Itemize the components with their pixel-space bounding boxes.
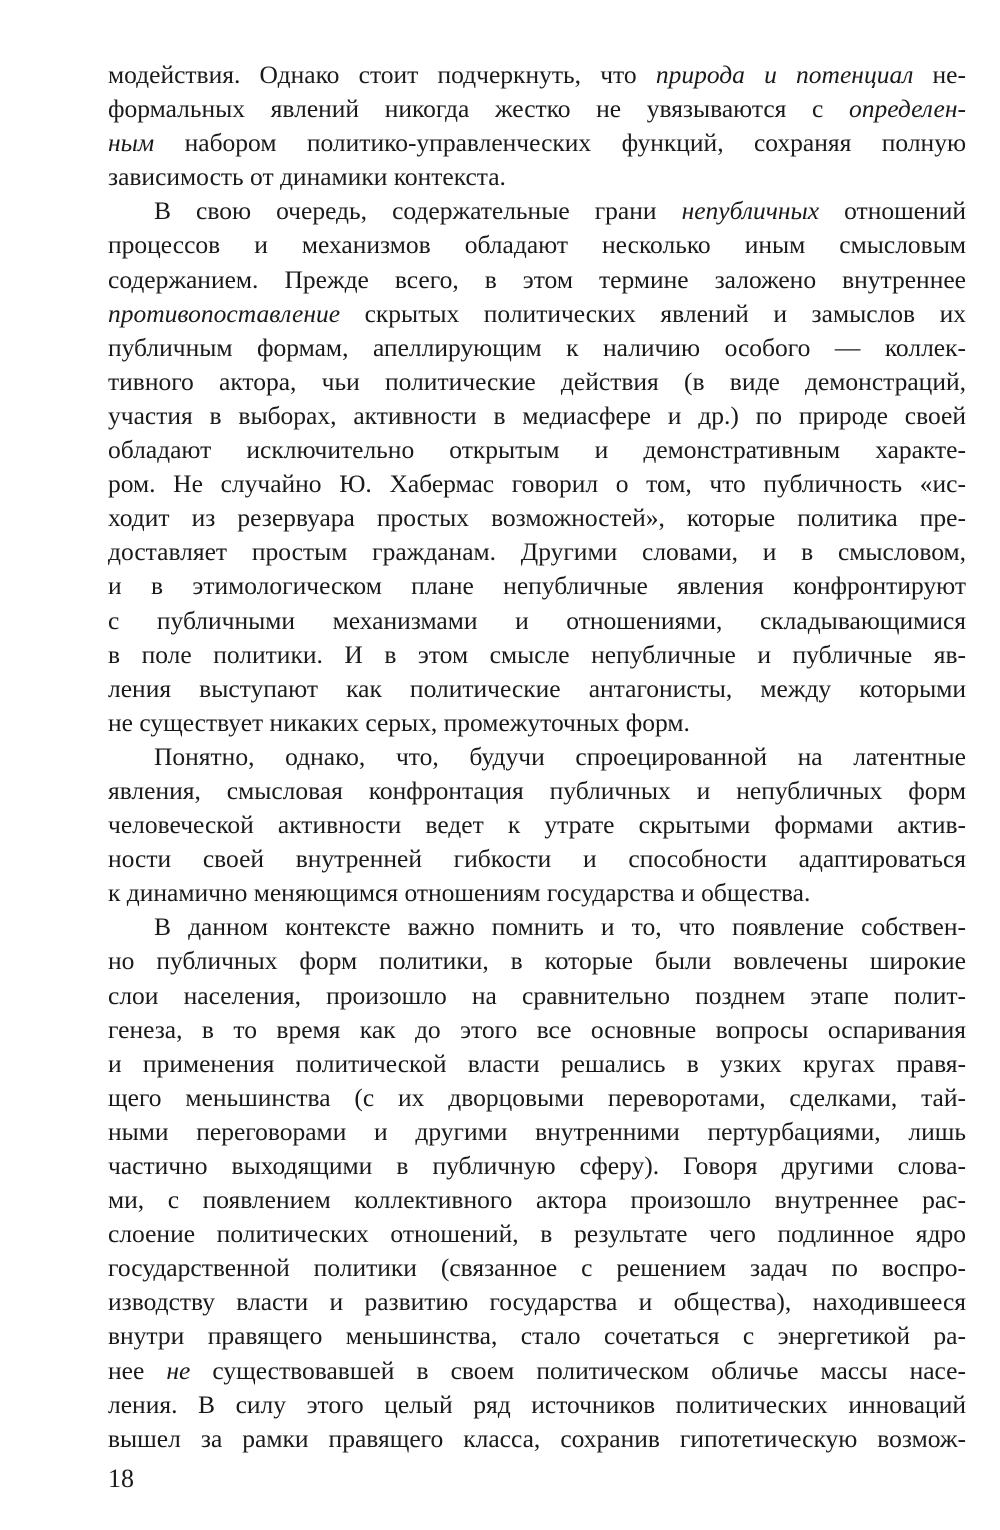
- text-line: [108, 808, 966, 842]
- text-run: в поле политики. И в этом смысле непубличные и публичные яв-: [108, 639, 966, 669]
- italic-text: не: [166, 1355, 191, 1385]
- text-run: доставляет простым гражданам. Другими словами, и в смысловом,: [108, 537, 966, 567]
- italic-text: непубличных: [681, 196, 820, 226]
- italic-text: природа и потенциал: [655, 60, 914, 89]
- text-line: [108, 263, 966, 297]
- text-line: [108, 1183, 966, 1217]
- italic-text: противопоставление: [108, 298, 341, 328]
- text-run: государственной политики (связанное с решением задач по воспро-: [108, 1253, 966, 1283]
- text-line: [108, 365, 966, 399]
- text-run: к динамично меняющимся отношениям государства и общества.: [108, 878, 811, 908]
- text-run: содержанием. Прежде всего, в этом термине заложено внутреннее: [108, 264, 966, 294]
- text-run: ром. Не случайно Ю. Хабермас говорил о том, что публичность «ис-: [108, 469, 966, 499]
- text-run: скрытых политических явлений и замыслов их: [340, 298, 966, 328]
- text-run: слоение политических отношений, в результате чего подлинное ядро: [108, 1219, 966, 1249]
- text-run: слои населения, произошло на сравнительно позднем этапе полит-: [108, 980, 966, 1010]
- text-line: [108, 979, 966, 1013]
- text-line: [108, 433, 966, 467]
- text-line: [108, 1388, 966, 1422]
- text-line: [108, 672, 966, 706]
- text-line: [108, 194, 966, 228]
- text-line: [108, 876, 966, 910]
- italic-text: определен-: [848, 94, 966, 124]
- text-line: [108, 1013, 966, 1047]
- text-run: человеческой активности ведет к утрате скрытыми формами актив-: [108, 810, 966, 840]
- text-run: и применения политической власти решались в узких кругах правя-: [108, 1048, 966, 1078]
- text-line: [108, 842, 966, 876]
- text-line: [108, 1081, 966, 1115]
- text-line: [108, 160, 966, 194]
- text-run: изводству власти и развитию государства и общества), находившееся: [108, 1287, 966, 1317]
- text-line: [108, 774, 966, 808]
- text-line: [108, 535, 966, 569]
- text-line: [108, 126, 966, 160]
- text-run: существовавшей в своем политическом обличье массы насе-: [190, 1355, 966, 1385]
- text-run: публичным формам, апеллирующим к наличию особого — коллек-: [108, 332, 966, 362]
- text-line: [108, 399, 966, 433]
- text-run: ми, с появлением коллективного актора произошло внутреннее рас-: [108, 1185, 966, 1215]
- text-run: с публичными механизмами и отношениями, складывающимися: [108, 605, 966, 635]
- text-line: [108, 228, 966, 262]
- text-run: не-: [913, 60, 966, 89]
- text-run: ходит из резервуара простых возможностей», которые политика пре-: [108, 503, 966, 533]
- text-run: нее: [108, 1355, 167, 1385]
- text-line: [108, 1319, 966, 1353]
- page-number: 18: [108, 1464, 134, 1493]
- text-run: вышел за рамки правящего класса, сохранив гипотетическую возмож-: [108, 1423, 966, 1453]
- text-line: [108, 910, 966, 944]
- text-run: набором политико-управленческих функций, сохраняя полную: [154, 128, 966, 158]
- text-run: В данном контексте важно помнить и то, что появление собствен-: [154, 912, 966, 942]
- text-run: не существует никаких серых, промежуточных форм.: [108, 707, 690, 737]
- text-line: [108, 1422, 966, 1456]
- text-run: но публичных форм политики, в которые были вовлечены широкие: [108, 946, 966, 976]
- text-line: [108, 297, 966, 331]
- text-line: [108, 501, 966, 535]
- text-run: ными переговорами и другими внутренними пертурбациями, лишь: [108, 1116, 966, 1146]
- text-run: ления выступают как политические антагонисты, между которыми: [108, 673, 966, 703]
- text-line: [108, 1354, 966, 1388]
- text-line: [108, 706, 966, 740]
- text-line: [108, 1047, 966, 1081]
- text-run: ности своей внутренней гибкости и способности адаптироваться: [108, 844, 966, 874]
- text-line: [108, 1115, 966, 1149]
- text-line: [108, 569, 966, 603]
- text-line: [108, 604, 966, 638]
- text-run: процессов и механизмов обладают несколько иным смысловым: [108, 230, 966, 260]
- text-run: отношений: [819, 196, 966, 226]
- text-run: щего меньшинства (с их дворцовыми переворотами, сделками, тай-: [108, 1082, 966, 1112]
- text-run: В свою очередь, содержательные грани: [154, 196, 682, 226]
- page-body: [108, 58, 966, 1456]
- text-run: формальных явлений никогда жестко не увязываются с: [108, 94, 849, 124]
- text-line: [108, 467, 966, 501]
- text-line: [108, 638, 966, 672]
- text-line: [108, 331, 966, 365]
- text-line: [108, 1251, 966, 1285]
- text-line: [108, 1217, 966, 1251]
- text-run: и в этимологическом плане непубличные явления конфронтируют: [108, 571, 966, 601]
- text-line: [108, 740, 966, 774]
- text-line: [108, 944, 966, 978]
- text-run: генеза, в то время как до этого все основные вопросы оспаривания: [108, 1014, 966, 1044]
- text-line: [108, 1149, 966, 1183]
- italic-text: ным: [108, 128, 155, 158]
- text-run: обладают исключительно открытым и демонстративным характе-: [108, 435, 966, 465]
- text-run: ления. В силу этого целый ряд источников политических инноваций: [108, 1389, 966, 1419]
- text-run: Понятно, однако, что, будучи спроецированной на латентные: [154, 741, 966, 771]
- text-run: частично выходящими в публичную сферу). Говоря другими слова-: [108, 1151, 966, 1180]
- text-line: [108, 1285, 966, 1319]
- text-run: явления, смысловая конфронтация публичных и непубличных форм: [108, 775, 966, 805]
- text-run: тивного актора, чьи политические действия (в виде демонстраций,: [108, 366, 966, 396]
- text-run: участия в выборах, активности в медиасфере и др.) по природе своей: [108, 400, 966, 430]
- text-line: [108, 58, 966, 92]
- text-run: модействия. Однако стоит подчеркнуть, что: [108, 60, 656, 89]
- text-run: внутри правящего меньшинства, стало сочетаться с энергетикой ра-: [108, 1321, 966, 1351]
- text-run: зависимость от динамики контекста.: [108, 162, 506, 192]
- text-line: [108, 92, 966, 126]
